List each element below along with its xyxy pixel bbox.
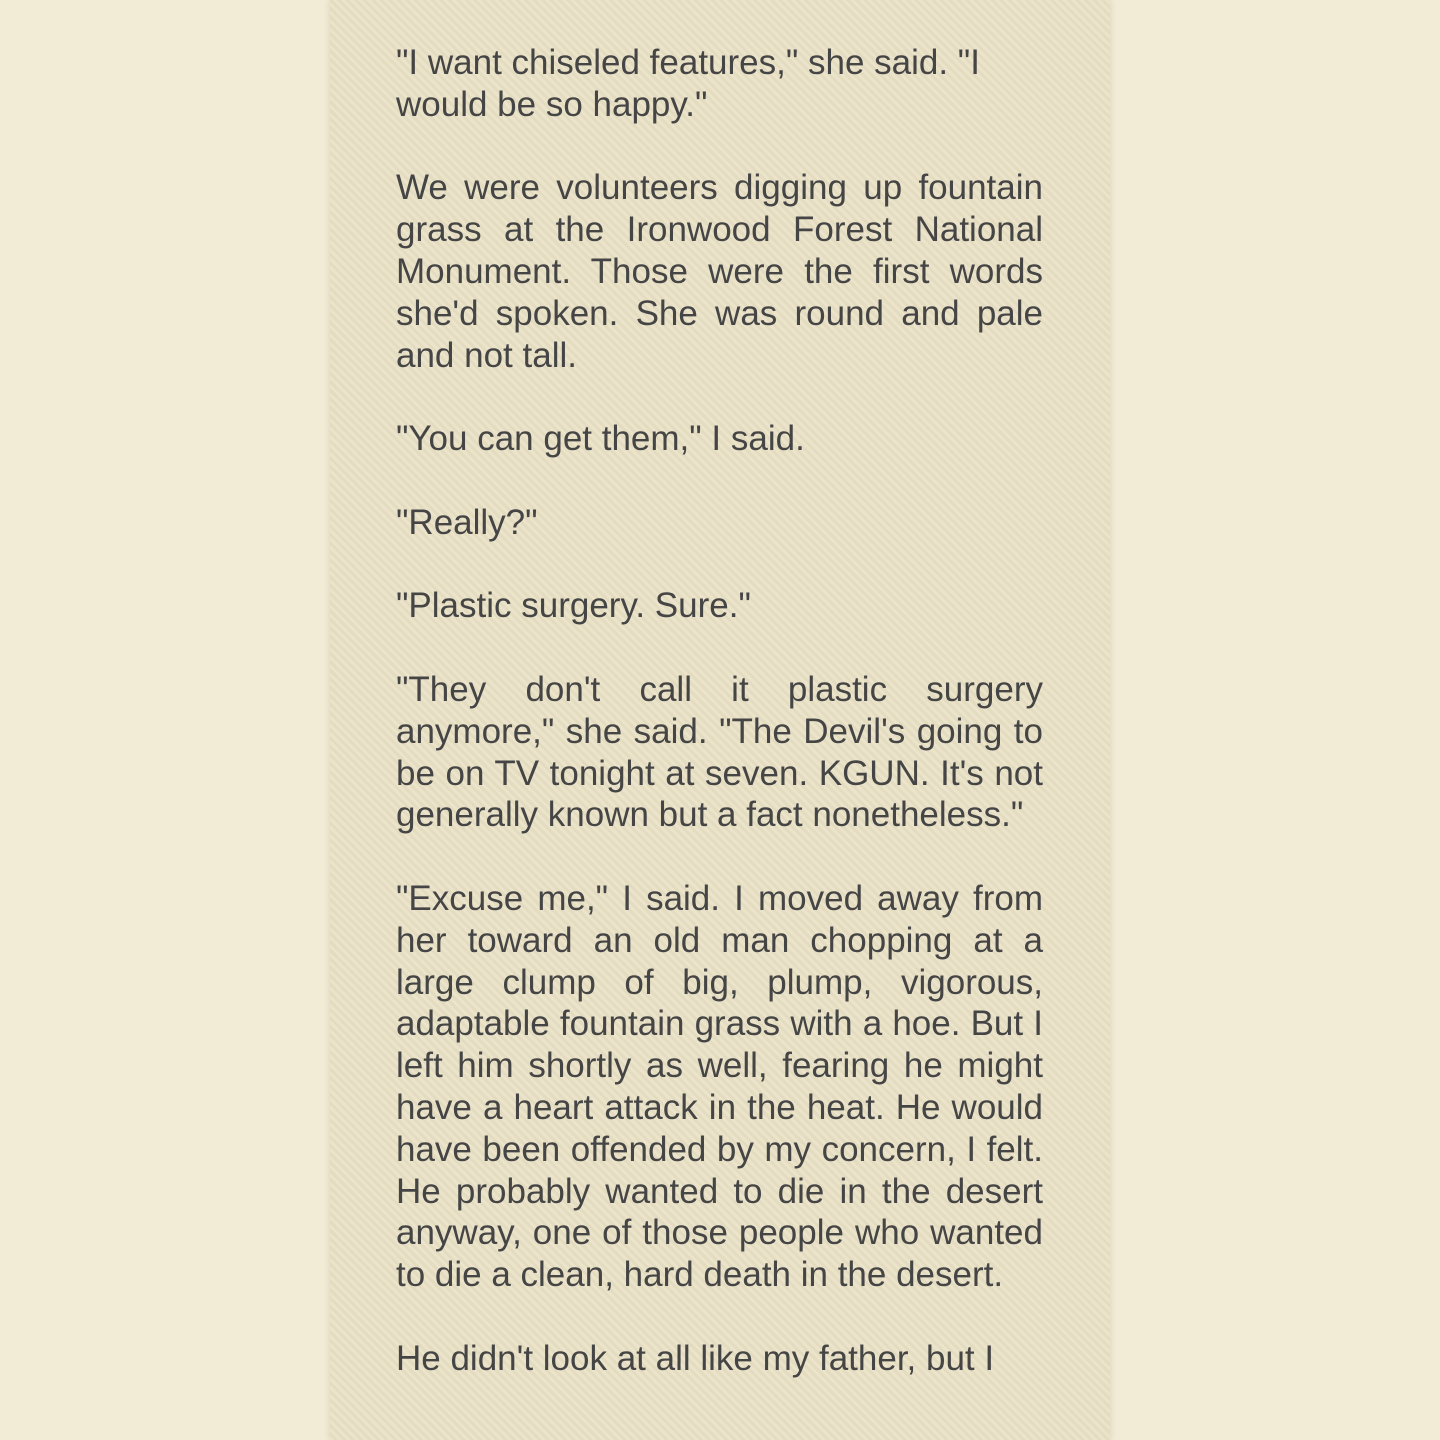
paragraph-really: "Really?" (396, 502, 538, 542)
paragraph-chiseled-features: "I want chiseled features," she said. "I would be so happy." (396, 43, 980, 124)
paragraph-father-partial: He didn't look at all like my father, but I (396, 1338, 995, 1378)
paragraph-you-can-get-them: "You can get them," I said. (396, 419, 805, 459)
paragraph-excuse-me: "Excuse me," I said. I moved away from her toward an old man chopping at a large clump of big, plump, vigorous, adaptable fountain grass with a hoe. But I left him shortly as well, fearing he might have a heart attack in the heat. He would have been offended by my concern, I felt. He probably wanted to die in the desert anyway, one of those people who wanted to die a clean, hard death in the desert. (396, 878, 1043, 1295)
paragraph-devil-on-tv: "They don't call it plastic surgery anymore," she said. "The Devil's going to be on TV tonight at seven. KGUN. It's not generally known but a fact nonetheless." (396, 669, 1043, 835)
paragraph-volunteers: We were volunteers digging up fountain grass at the Ironwood Forest National Monument. Those were the first words she'd spoken. She was round and pale and not tall. (396, 168, 1043, 375)
story-text (396, 42, 1043, 1421)
paragraph-plastic-surgery: "Plastic surgery. Sure." (396, 586, 751, 626)
reading-page (330, 0, 1110, 1440)
